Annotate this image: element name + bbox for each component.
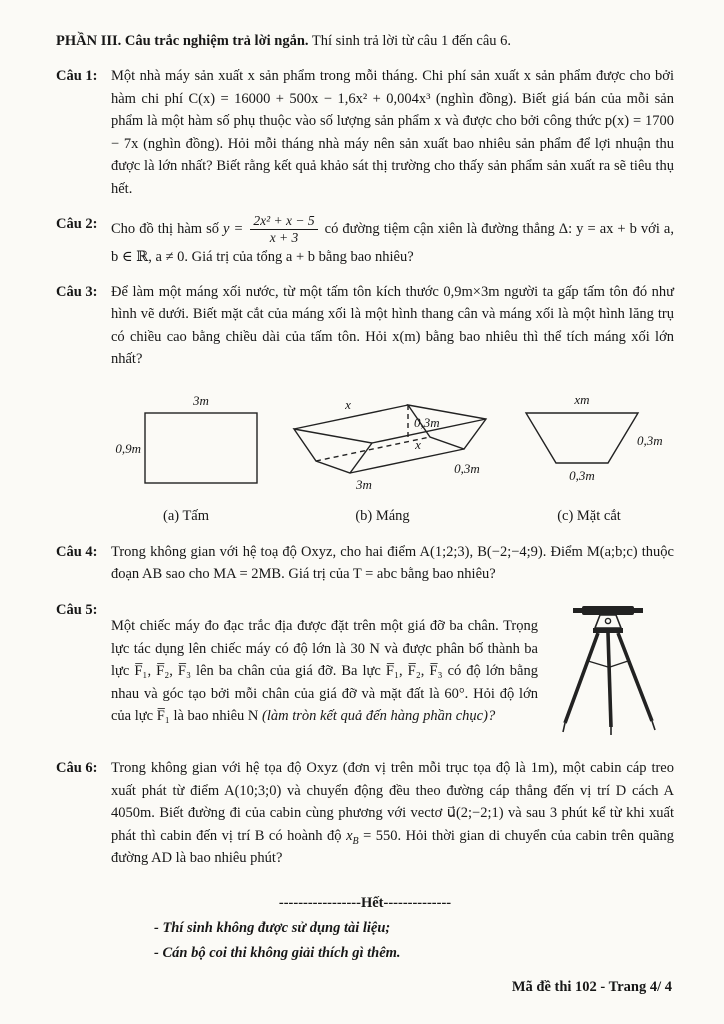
end-divider: -----------------Hết-------------- [278, 894, 452, 911]
tripod-right-leg [618, 633, 652, 721]
question-6-part1: Trong không gian với hệ tọa độ Oxyz (đơn vị trên mỗi trục tọa độ là 1m), một cabin cáp treo xuất phát từ điểm A(10;3;0) và chuyển động đều theo đường cáp thẳng đến vị trí D cách A 4050m. Biết đường đi của cabin cùng phương với vectơ u⃗(2;−2;1) và sau 3 phút kể từ khi xuất phát thì cabin đến vị trí B có hoành độ [111, 760, 674, 844]
section-subtitle: Thí sinh trả lời từ câu 1 đến câu 6. [311, 33, 512, 49]
gutter-top-left-rim [294, 405, 408, 429]
gutter-x-mid-label: x [414, 436, 421, 452]
sheet-rectangle [145, 413, 257, 483]
section-title: PHẦN III. Câu trắc nghiệm trả lời ngắn. [56, 33, 309, 49]
figure-gutter-caption: (b) Máng [355, 508, 410, 525]
sheet-drawing [111, 385, 261, 497]
question-1 [56, 65, 674, 200]
question-2-number: Câu 2: [56, 216, 98, 233]
question-5-note: (làm tròn kết quả đến hàng phần chục)? [262, 708, 496, 725]
telescope-body [582, 606, 634, 615]
figure-gutter [268, 379, 498, 528]
sheet-height-label: 0,9m [115, 440, 141, 456]
question-1-text: Một nhà máy sản xuất x sản phẩm trong mỗi tháng. Chi phí sản xuất x sản phẩm được cho bởi hàm chi phí C(x) = 16000 + 500x − 1,6x² + 0,004x³ (nghìn đồng). Biết giá bán của mỗi sản phẩm là một hàm số phụ thuộc vào số lượng sản phẩm x và được cho bởi công thức p(x) = 1700 − 7x (nghìn đồng). Hỏi mỗi tháng nhà máy nên sản xuất bao nhiêu sản phẩm để lợi nhuận thu được là lớn nhất? Biết rằng kết quả khảo sát thị trường cho thấy sản phẩm sản xuất ra sẽ tiêu thụ hết. [111, 68, 674, 197]
gutter-bottom-inner-edge [316, 437, 430, 461]
q2-fraction [250, 213, 317, 245]
tripod-right-foot [652, 721, 655, 730]
cross-section-side-label: 0,3m [637, 432, 663, 448]
figure-sheet [111, 385, 261, 528]
footer-note-1: - Thí sinh không được sử dụng tài liệu; [154, 920, 391, 936]
gutter-x-top-label: x [344, 396, 351, 412]
gutter-bottom-outer-edge [350, 449, 464, 473]
cross-section-drawing [504, 385, 674, 497]
gutter-drawing [268, 379, 498, 497]
tripod-left-foot [563, 723, 565, 732]
q6-xb-subscript: B [352, 835, 359, 847]
cross-section-top-label: xm [574, 391, 590, 407]
q2-fraction-numerator: 2x² + x − 5 [250, 213, 317, 230]
adjustment-knob [605, 618, 610, 623]
question-4-text: Trong không gian với hệ toạ độ Oxyz, cho hai điểm A(1;2;3), B(−2;−4;9). Điểm M(a;b;c) thuộc đoạn AB sao cho MA = 2MB. Giá trị của T = abc bằng bao nhiêu? [111, 543, 674, 583]
tripod-left-leg [565, 633, 598, 723]
question-6 [56, 757, 674, 869]
question-4-number: Câu 4: [56, 543, 98, 560]
tripod-figure [546, 599, 674, 744]
gutter-bottom-label: 0,3m [453, 460, 480, 476]
question-2-pre: Cho đồ thị hàm số [111, 221, 224, 238]
tripod-head-plate [593, 628, 623, 633]
telescope-objective [634, 608, 643, 613]
question-3-body [111, 281, 674, 528]
figure-sheet-caption: (a) Tấm [162, 508, 210, 525]
question-2 [56, 213, 674, 268]
question-6-text [111, 757, 674, 869]
figure-cross-section-caption: (c) Mặt cắt [557, 508, 621, 525]
question-5-number: Câu 5: [56, 601, 98, 618]
question-5-main-text: Một chiếc máy đo đạc trắc địa được đặt trên một giá đỡ ba chân. Trọng lực tác dụng lên chiếc máy có độ lớn là 30 N và được phân bố thành ba lực F̅₁, F̅₂, F̅₃ lên ba chân của giá đỡ. Ba lực F̅₁, F̅₂, F̅₃ có độ lớn bằng nhau và góc tạo bởi mỗi chân của giá đỡ và mặt đất là 60°. Hỏi độ lớn của lực F̅₁ là bao nhiêu N [111, 618, 538, 725]
q3-figures [111, 379, 674, 528]
question-6-part2: Hỏi thời gian di chuyển của cabin trên quãng đường AD là bao nhiêu phút? [111, 827, 674, 867]
figure-cross-section [504, 385, 674, 528]
q2-y-equals: y = [223, 221, 244, 238]
footer-note-2: - Cán bộ coi thi không giải thích gì thêm. [154, 945, 401, 962]
section-header [56, 30, 674, 52]
sheet-width-label: 3m [193, 392, 209, 408]
question-5-body [111, 599, 674, 744]
question-5 [56, 599, 674, 744]
q6-xb-value: = 550. [358, 827, 406, 844]
tripod-brace-right [610, 661, 628, 667]
question-3-number: Câu 3: [56, 283, 98, 300]
tripod-middle-leg [608, 633, 611, 727]
telescope-eyepiece [573, 608, 582, 613]
question-4 [56, 541, 674, 586]
gutter-length-label: 3m [355, 476, 372, 492]
instrument-mount [595, 615, 621, 628]
cross-section-trapezoid [526, 413, 638, 463]
q2-fraction-denominator: x + 3 [269, 230, 299, 246]
cross-section-bottom-label: 0,3m [569, 467, 595, 483]
page-footer: Mã đề thi 102 - Trang 4/ 4 [511, 978, 672, 995]
question-2-text [111, 213, 674, 268]
q6-xb-variable: x [346, 827, 353, 844]
question-1-number: Câu 1: [56, 68, 98, 85]
gutter-depth-label: 0,3m [413, 414, 440, 430]
question-3-text: Để làm một máng xối nước, từ một tấm tôn kích thước 0,9m×3m người ta gấp tấm tôn đó như hình vẽ dưới. Biết mặt cắt của máng xối là một hình thang cân và máng xối là một hình lăng trụ có chiều cao bằng chiều dài của tấm tôn. Hỏi x(m) bằng bao nhiêu thì thể tích máng xối lớn nhất? [111, 283, 674, 368]
question-2-post: có đường tiệm cận xiên là đường thẳng Δ: y = ax + b với a, b ∈ ℝ, a ≠ 0. Giá trị của tổng a + b bằng bao nhiêu? [111, 221, 674, 265]
question-5-text [111, 615, 538, 727]
question-3 [56, 281, 674, 528]
tripod-brace-left [588, 661, 608, 667]
question-6-number: Câu 6: [56, 760, 98, 777]
surveying-instrument-drawing [550, 599, 670, 737]
